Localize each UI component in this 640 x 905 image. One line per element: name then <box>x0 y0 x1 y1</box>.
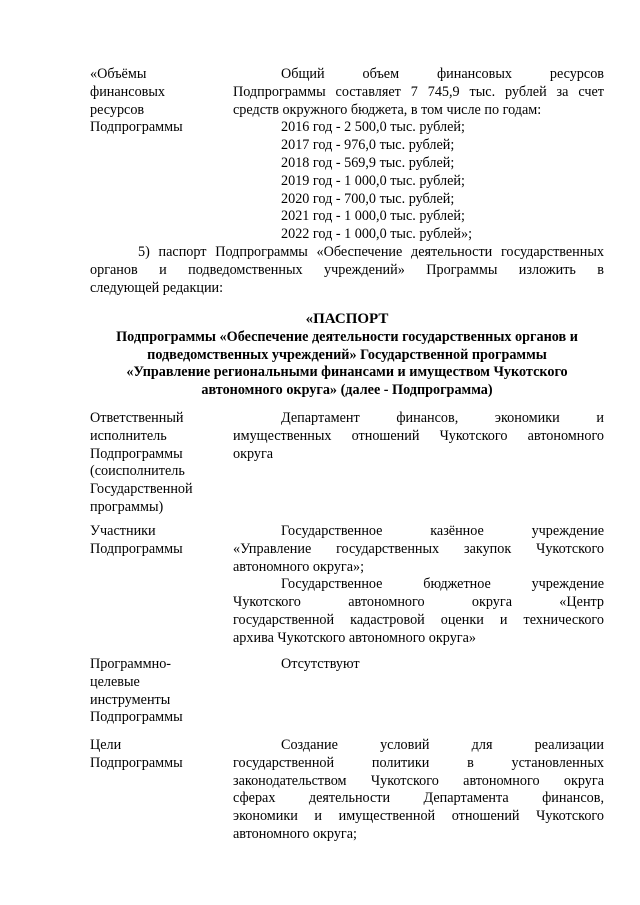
executor-label-line: программы) <box>90 498 164 515</box>
executor-value-line: имущественных отношений Чукотского автономного <box>233 427 604 444</box>
passport-heading <box>90 311 604 400</box>
finance-year-item: 2018 год - 569,9 тыс. рублей; <box>281 154 455 171</box>
finance-intro-line: средств окружного бюджета, в том числе по годам: <box>233 101 542 118</box>
participant-line: архива Чукотского автономного округа» <box>233 629 476 646</box>
finance-label-line: финансовых <box>90 83 165 100</box>
participants-label-line: Подпрограммы <box>90 540 183 557</box>
paragraph-line: 5) паспорт Подпрограммы «Обеспечение деятельности государственных <box>138 244 604 260</box>
finance-label-line: «Объёмы <box>90 66 147 82</box>
finance-year-item: 2017 год - 976,0 тыс. рублей; <box>281 137 455 154</box>
instruments-label <box>90 656 233 727</box>
executor-label <box>90 410 233 517</box>
finance-row <box>90 66 604 244</box>
paragraph-line: органов и подведомственных учреждений» Программы изложить в <box>90 261 604 278</box>
goals-value-line: государственной политики в установленных <box>233 754 604 771</box>
goals-value <box>233 737 604 844</box>
executor-value-line: округа <box>233 445 274 462</box>
finance-intro-line: Общий объем финансовых ресурсов <box>281 66 604 82</box>
paragraph-5 <box>90 244 604 297</box>
goals-label <box>90 737 233 844</box>
instruments-value-text: Отсутствуют <box>281 656 360 672</box>
participant-line: государственной кадастровой оценки и технического <box>233 611 604 628</box>
participants-value <box>233 523 604 648</box>
finance-year-item: 2016 год - 2 500,0 тыс. рублей; <box>281 119 465 136</box>
goals-label-line: Подпрограммы <box>90 754 183 771</box>
goals-label-line: Цели <box>90 737 122 753</box>
goals-value-line: законодательством Чукотского автономного округа <box>233 772 604 789</box>
finance-year-item: 2021 год - 1 000,0 тыс. рублей; <box>281 208 465 225</box>
instruments-label-line: Программно- <box>90 656 172 672</box>
instruments-label-line: целевые <box>90 673 140 690</box>
executor-label-line: Государственной <box>90 481 193 498</box>
instruments-label-line: Подпрограммы <box>90 709 183 726</box>
finance-label <box>90 66 233 244</box>
participants-label-line: Участники <box>90 523 156 539</box>
executor-label-line: Подпрограммы <box>90 445 183 462</box>
passport-subtitle-line: автономного округа» (далее - Подпрограмма) <box>201 382 493 399</box>
goals-row <box>90 737 604 844</box>
goals-value-line: сферах деятельности Департамента финансов, <box>233 790 604 807</box>
instruments-row <box>90 656 604 727</box>
executor-label-line: (соисполнитель <box>90 463 185 480</box>
finance-label-line: ресурсов <box>90 101 145 118</box>
goals-value-line: автономного округа; <box>233 825 357 842</box>
participant-line: Государственное бюджетное учреждение <box>281 576 604 593</box>
executor-label-line: Ответственный <box>90 410 184 426</box>
goals-value-line: Создание условий для реализации <box>281 737 604 753</box>
executor-value <box>233 410 604 517</box>
participants-row <box>90 523 604 648</box>
participant-line: «Управление государственных закупок Чукотского <box>233 540 604 557</box>
finance-year-item: 2019 год - 1 000,0 тыс. рублей; <box>281 172 465 189</box>
executor-row <box>90 410 604 517</box>
finance-intro-line: Подпрограммы составляет 7 745,9 тыс. рублей за счет <box>233 83 604 100</box>
instruments-label-line: инструменты <box>90 691 171 708</box>
passport-subtitle-line: «Управление региональными финансами и имуществом Чукотского <box>126 364 568 381</box>
finance-value <box>233 66 604 244</box>
finance-year-item: 2022 год - 1 000,0 тыс. рублей»; <box>281 226 473 243</box>
passport-title: «ПАСПОРТ <box>305 311 389 327</box>
participant-line: Государственное казённое учреждение <box>281 523 604 539</box>
finance-year-item: 2020 год - 700,0 тыс. рублей; <box>281 190 455 207</box>
paragraph-line: следующей редакции: <box>90 279 224 296</box>
executor-value-line: Департамент финансов, экономики и <box>281 410 604 426</box>
executor-label-line: исполнитель <box>90 427 167 444</box>
passport-subtitle-line: подведомственных учреждений» Государственной программы <box>147 346 547 363</box>
participants-label <box>90 523 233 648</box>
goals-value-line: экономики и имущественной отношений Чукотского <box>233 808 604 825</box>
passport-subtitle-line: Подпрограммы «Обеспечение деятельности государственных органов и <box>116 328 578 345</box>
instruments-value <box>233 656 604 727</box>
participant-line: Чукотского автономного округа «Центр <box>233 594 604 611</box>
finance-label-line: Подпрограммы <box>90 119 183 136</box>
participant-line: автономного округа»; <box>233 558 365 575</box>
